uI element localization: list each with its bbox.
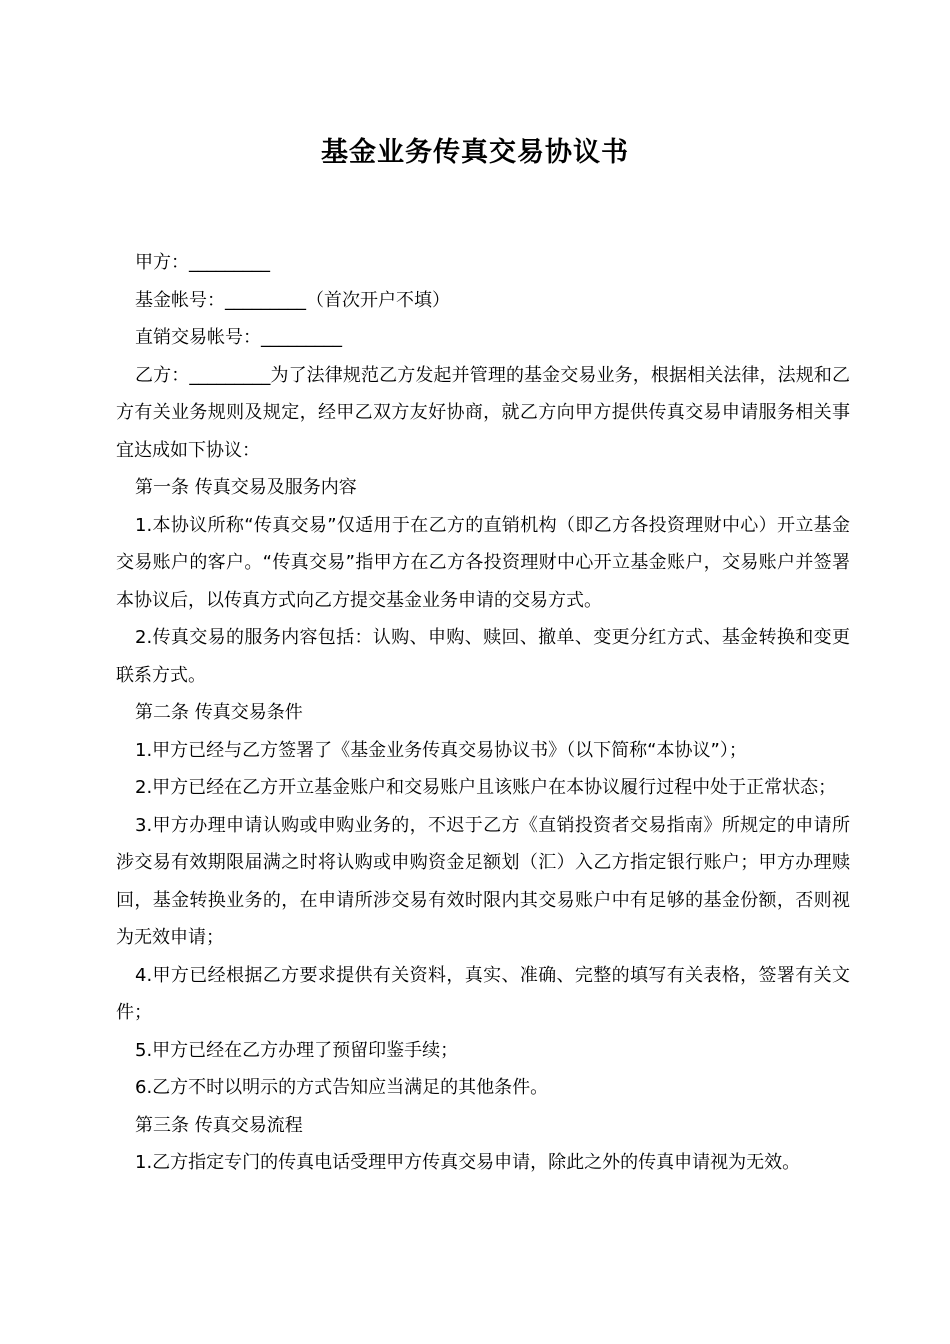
fund-account-line: 基金帐号：_________（首次开户不填） bbox=[135, 289, 450, 311]
document-body bbox=[116, 244, 850, 1182]
article-1-clause-1: 1.本协议所称“传真交易”仅适用于在乙方的直销机构（即乙方各投资理财中心）开立基金交易账户的客户。“传真交易”指甲方在乙方各投资理财中心开立基金账户，交易账户并签署本协议后，以传真方式向乙方提交基金业务申请的交易方式。 bbox=[116, 514, 850, 611]
article-3-heading: 第三条 传真交易流程 bbox=[135, 1114, 303, 1136]
article-2-clause-5: 5.甲方已经在乙方办理了预留印鉴手续； bbox=[135, 1039, 459, 1061]
article-1-clause-2: 2.传真交易的服务内容包括：认购、申购、赎回、撤单、变更分红方式、基金转换和变更联系方式。 bbox=[116, 627, 850, 686]
article-2-heading: 第二条 传真交易条件 bbox=[135, 702, 303, 723]
direct-trading-account-line: 直销交易帐号：_________ bbox=[135, 327, 342, 348]
article-2-clause-3: 3.甲方办理申请认购或申购业务的，不迟于乙方《直销投资者交易指南》所规定的申请所涉交易有效期限届满之时将认购或申购资金足额划（汇）入乙方指定银行账户；甲方办理赎回，基金转换业务的，在申请所涉交易有效时限内其交易账户中有足够的基金份额，否则视为无效申请； bbox=[116, 814, 850, 948]
article-2-clause-4: 4.甲方已经根据乙方要求提供有关资料，真实、准确、完整的填写有关表格，签署有关文件； bbox=[116, 964, 850, 1023]
article-2-clause-1: 1.甲方已经与乙方签署了《基金业务传真交易协议书》（以下简称“本协议”）； bbox=[135, 739, 747, 761]
document-title: 基金业务传真交易协议书 bbox=[321, 137, 629, 168]
article-2-clause-6: 6.乙方不时以明示的方式告知应当满足的其他条件。 bbox=[135, 1077, 549, 1098]
party-b-preamble: 乙方：_________为了法律规范乙方发起并管理的基金交易业务，根据相关法律，法规和乙方有关业务规则及规定，经甲乙双方友好协商，就乙方向甲方提供传真交易申请服务相关事宜达成如下协议： bbox=[116, 364, 850, 461]
article-2-clause-2: 2.甲方已经在乙方开立基金账户和交易账户且该账户在本协议履行过程中处于正常状态； bbox=[135, 777, 837, 798]
article-3-clause-1: 1.乙方指定专门的传真电话受理甲方传真交易申请，除此之外的传真申请视为无效。 bbox=[135, 1152, 801, 1173]
party-a-line: 甲方：_________ bbox=[135, 252, 270, 273]
article-1-heading: 第一条 传真交易及服务内容 bbox=[135, 477, 357, 498]
